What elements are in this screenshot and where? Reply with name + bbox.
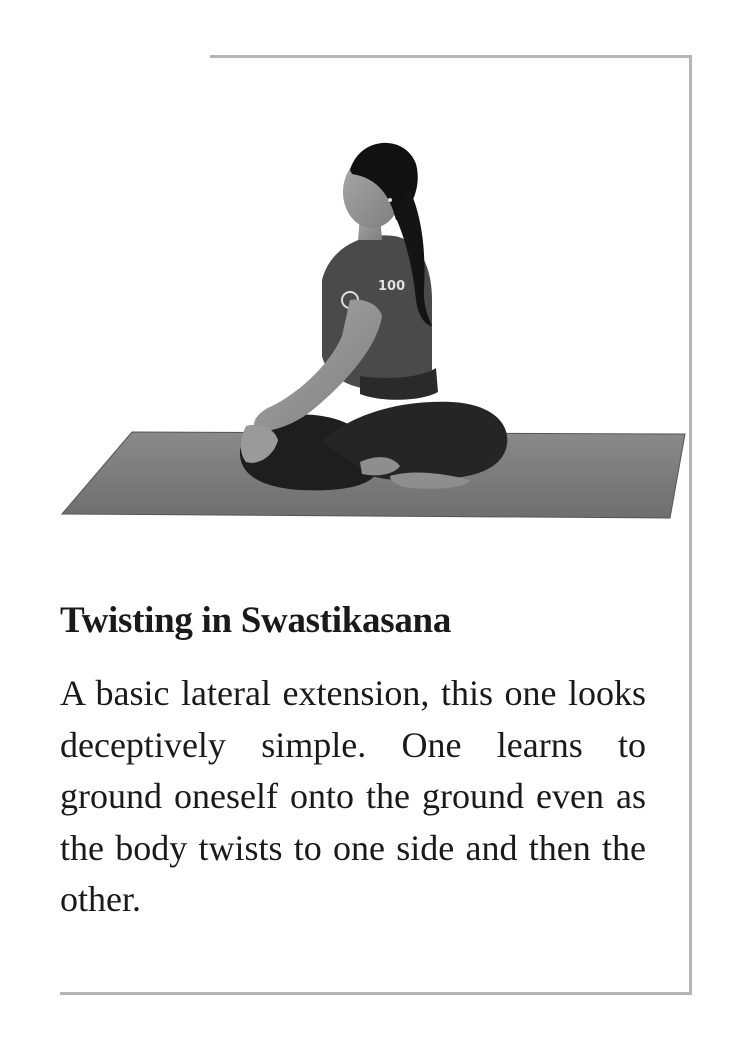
frame-bottom-border bbox=[60, 992, 692, 995]
pose-description: A basic lateral extension, this one looks deceptively simple. One learns to ground oneself onto the ground even as the body twists to one side and then the other. bbox=[60, 673, 646, 919]
shirt-logo-text: 100 bbox=[378, 279, 406, 294]
pose-photo bbox=[60, 130, 690, 530]
frame-top-border bbox=[210, 55, 692, 58]
pose-title: Twisting in Swastikasana bbox=[60, 600, 452, 641]
